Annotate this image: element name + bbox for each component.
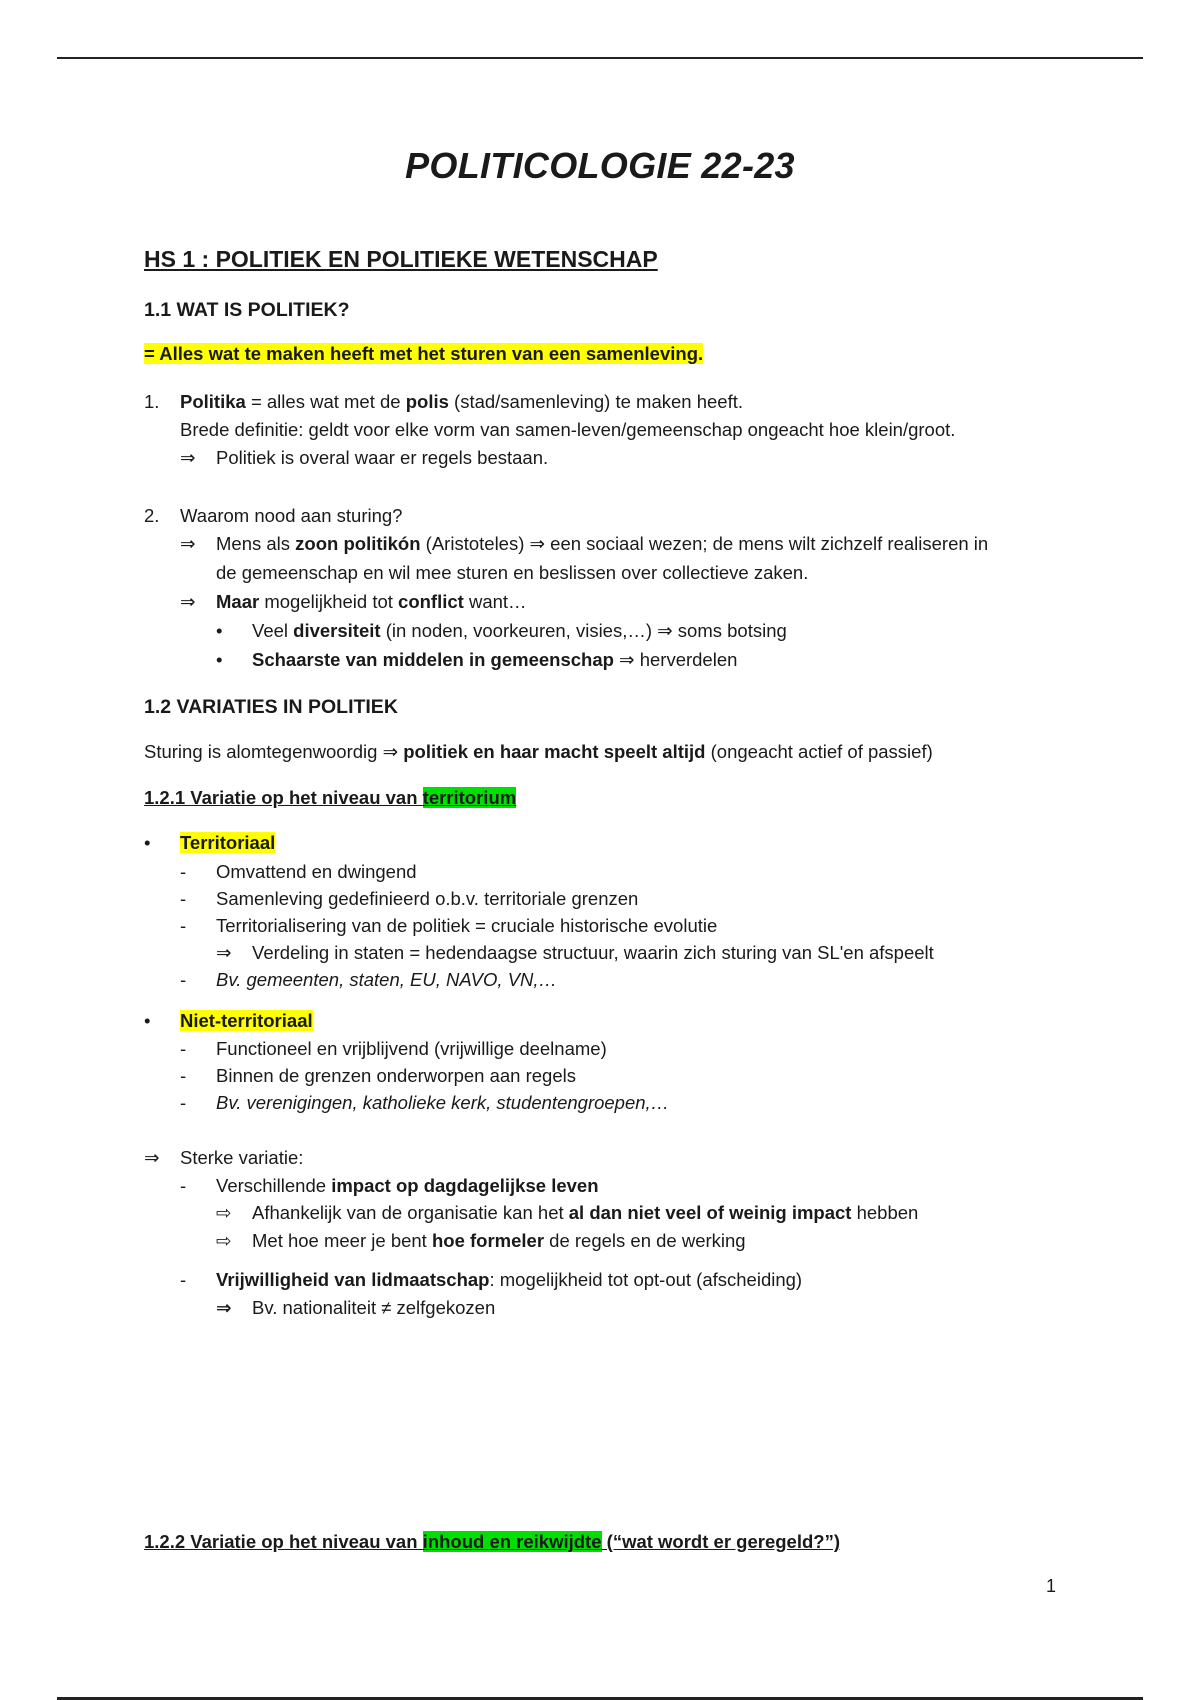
dash-item: Bv. verenigingen, katholieke kerk, studentengroepen,… [216, 1092, 670, 1113]
dash-item: Samenleving gedefinieerd o.b.v. territoriale grenzen [216, 888, 639, 909]
bullet-icon: • [144, 832, 151, 853]
document-title: POLITICOLOGIE 22-23 [405, 145, 795, 186]
list-subitem: Politiek is overal waar er regels bestaan. [216, 447, 549, 468]
bullet-icon: • [216, 649, 223, 670]
section-heading-1-2: 1.2 VARIATIES IN POLITIEK [144, 696, 398, 718]
dash-item: Vrijwilligheid van lidmaatschap: mogelijkheid tot opt-out (afscheiding) [216, 1269, 803, 1290]
dash-icon: - [180, 1175, 187, 1196]
list-item-politika: Politika = alles wat met de polis (stad/samenleving) te maken heeft. [180, 391, 743, 412]
definition: = Alles wat te maken heeft met het sturen van een samenleving. [144, 343, 704, 364]
dash-icon: - [180, 969, 187, 990]
arrow-icon: ⇒ [180, 591, 196, 612]
dash-icon: - [180, 1092, 187, 1113]
arrow-outline-icon: ⇨ [216, 1202, 232, 1223]
arrow-icon: ⇒ [144, 1147, 160, 1168]
sterke-variatie: Sterke variatie: [180, 1147, 304, 1168]
page-number: 1 [1045, 1576, 1056, 1596]
list-subitem: Maar mogelijkheid tot conflict want… [216, 591, 527, 612]
arrow-item: Verdeling in staten = hedendaagse structuur, waarin zich sturing van SL'en afspeelt [252, 942, 934, 963]
list-number: 2. [144, 505, 160, 526]
list-subitem-cont: de gemeenschap en wil mee sturen en beslissen over collectieve zaken. [216, 562, 809, 583]
dash-icon: - [180, 1038, 187, 1059]
arrow-item: Afhankelijk van de organisatie kan het al dan niet veel of weinig impact hebben [252, 1202, 919, 1223]
arrow-icon: ⇒ [180, 533, 196, 554]
section-heading-1-1: 1.1 WAT IS POLITIEK? [144, 299, 350, 321]
dash-item: Verschillende impact op dagdagelijkse leven [216, 1175, 599, 1196]
header-rule [57, 57, 1143, 59]
dash-item: Omvattend en dwingend [216, 861, 417, 882]
bullet-item: Schaarste van middelen in gemeenschap ⇒ herverdelen [252, 649, 738, 670]
dash-icon: - [180, 888, 187, 909]
brede-definitie: Brede definitie: geldt voor elke vorm van samen-leven/gemeenschap ongeacht hoe klein/groot. [180, 419, 956, 440]
list-subitem: Mens als zoon politikón (Aristoteles) ⇒ een sociaal wezen; de mens wilt zichzelf realiseren in [216, 533, 989, 554]
list-item-sturing: Waarom nood aan sturing? [180, 505, 403, 526]
dash-item: Bv. gemeenten, staten, EU, NAVO, VN,… [216, 969, 558, 990]
arrow-icon: ⇒ [180, 447, 196, 468]
chapter-heading: HS 1 : POLITIEK EN POLITIEKE WETENSCHAP [144, 246, 658, 272]
dash-icon: - [180, 1269, 187, 1290]
arrow-icon: ⇒ [216, 942, 232, 963]
arrow-outline-icon: ⇨ [216, 1230, 232, 1251]
arrow-item: Bv. nationaliteit ≠ zelfgekozen [252, 1297, 496, 1318]
dash-icon: - [180, 1065, 187, 1086]
dash-icon: - [180, 915, 187, 936]
list-number: 1. [144, 391, 160, 412]
dash-item: Territorialisering van de politiek = cruciale historische evolutie [216, 915, 718, 936]
dash-item: Functioneel en vrijblijvend (vrijwillige deelname) [216, 1038, 607, 1059]
bullet-icon: • [216, 620, 223, 641]
dash-icon: - [180, 861, 187, 882]
bullet-item: Veel diversiteit (in noden, voorkeuren, visies,…) ⇒ soms botsing [252, 620, 787, 641]
bullet-territoriaal: Territoriaal [180, 832, 276, 853]
arrow-icon: ⇒ [216, 1297, 232, 1318]
subsection-heading-1-2-2: 1.2.2 Variatie op het niveau van inhoud en reikwijdte (“wat wordt er geregeld?”) [144, 1531, 840, 1552]
bullet-niet-territoriaal: Niet-territoriaal [180, 1010, 313, 1031]
sturing-line: Sturing is alomtegenwoordig ⇒ politiek en haar macht speelt altijd (ongeacht actief of passief) [144, 741, 933, 762]
dash-item: Binnen de grenzen onderworpen aan regels [216, 1065, 576, 1086]
arrow-item: Met hoe meer je bent hoe formeler de regels en de werking [252, 1230, 746, 1251]
subsection-heading-1-2-1: 1.2.1 Variatie op het niveau van territorium [144, 787, 517, 808]
bullet-icon: • [144, 1010, 151, 1031]
